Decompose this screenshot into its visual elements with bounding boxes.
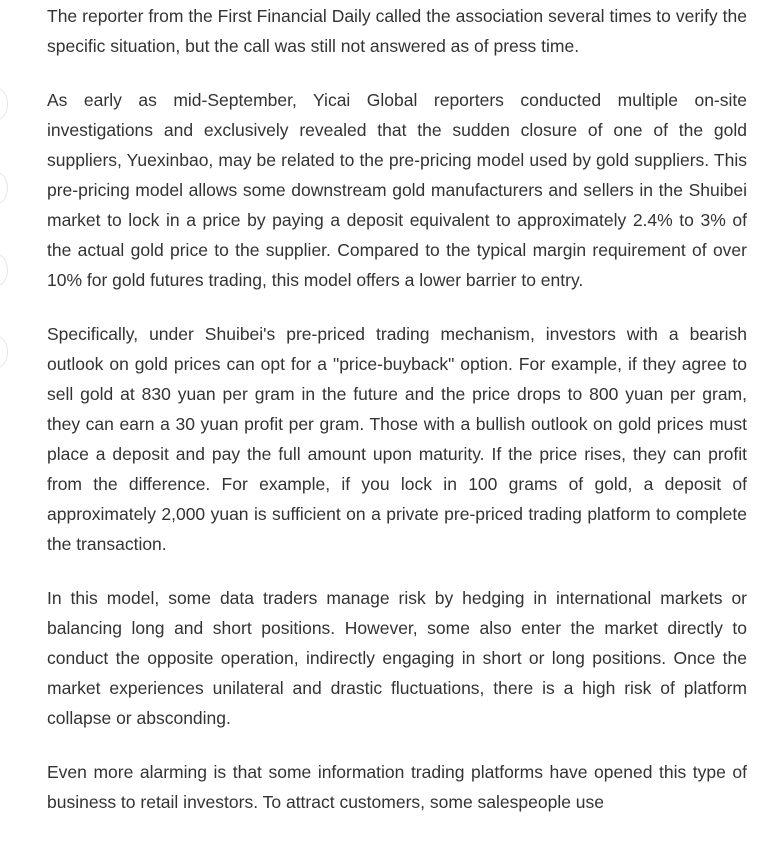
share-button-edge[interactable] — [0, 254, 8, 286]
article-body — [47, 1, 747, 841]
article-paragraph: Specifically, under Shuibei's pre-priced trading mechanism, investors with a bearish outlook on gold prices can opt for a "price-buyback" option. For example, if they agree to sell gold at 830 yuan per gram in the future and the price drops to 800 yuan per gram, they can earn a 30 yuan profit per gram. Those with a bullish outlook on gold prices must place a deposit and pay the full amount upon maturity. If the price rises, they can profit from the difference. For example, if you lock in 100 grams of gold, a deposit of approximately 2,000 yuan is sufficient on a private pre-priced trading platform to complete the transaction. — [47, 324, 747, 554]
share-button-edge[interactable] — [0, 172, 8, 204]
article-paragraph: In this model, some data traders manage risk by hedging in international markets or balancing long and short positions. However, some also enter the market directly to conduct the opposite operation, indirectly engaging in short or long positions. Once the market experiences unilateral and drastic fluctuations, there is a high risk of platform collapse or absconding. — [47, 588, 747, 728]
share-button-edge[interactable] — [0, 88, 8, 120]
article-paragraph: Even more alarming is that some information trading platforms have opened this type of business to retail investors. To attract customers, some salespeople use — [47, 762, 747, 812]
left-edge-controls — [0, 0, 10, 842]
share-button-edge[interactable] — [0, 336, 8, 368]
article-paragraph: The reporter from the First Financial Daily called the association several times to verify the specific situation, but the call was still not answered as of press time. — [47, 6, 747, 56]
article-paragraph: As early as mid-September, Yicai Global reporters conducted multiple on-site investigations and exclusively revealed that the sudden closure of one of the gold suppliers, Yuexinbao, may be related to the pre-pricing model used by gold suppliers. This pre-pricing model allows some downstream gold manufacturers and sellers in the Shuibei market to lock in a price by paying a deposit equivalent to approximately 2.4% to 3% of the actual gold price to the supplier. Compared to the typical margin requirement of over 10% for gold futures trading, this model offers a lower barrier to entry. — [47, 90, 747, 290]
